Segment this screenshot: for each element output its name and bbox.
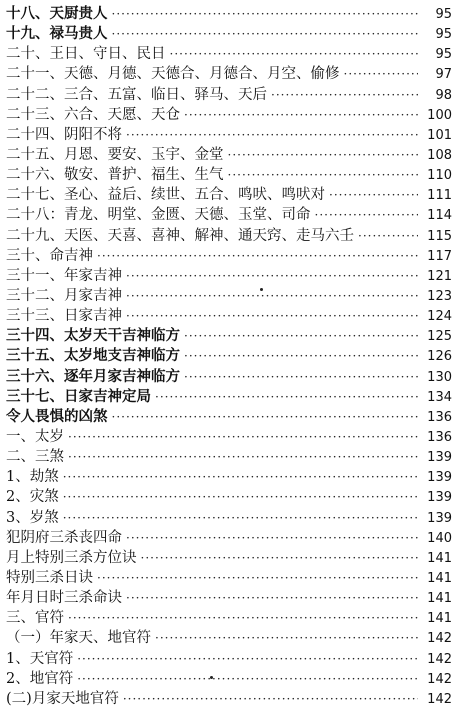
toc-entry-page: 126 [427, 349, 452, 365]
toc-entry-page: 95 [435, 27, 452, 43]
toc-entry-page: 141 [427, 550, 452, 566]
toc-entry-page: 139 [427, 510, 452, 526]
toc-entry-title: 十九、禄马贵人 [6, 25, 108, 43]
toc-entry-page: 124 [427, 309, 452, 325]
dot-leader [126, 528, 418, 548]
toc-entry-page: 95 [435, 47, 452, 63]
dot-leader [126, 306, 418, 326]
dot-leader [155, 628, 418, 648]
toc-entry[interactable] [6, 266, 452, 286]
toc-entry-title: 二十二、三合、五富、临日、驿马、天后 [6, 86, 267, 103]
toc-entry-page: 141 [427, 570, 452, 586]
toc-entry-page: 134 [427, 389, 452, 405]
toc-entry-page: 97 [435, 67, 452, 83]
toc-entry[interactable] [6, 367, 452, 387]
toc-entry-page: 101 [427, 127, 452, 143]
toc-entry-title: 二十九、天医、天喜、喜神、解神、通天窍、走马六壬 [6, 227, 354, 244]
toc-entry[interactable] [6, 508, 452, 528]
toc-entry-title: （一）年家天、地官符 [6, 630, 151, 647]
toc-entry[interactable] [6, 4, 452, 24]
toc-entry[interactable] [6, 467, 452, 487]
toc-entry-page: 115 [427, 228, 452, 244]
toc-entry-page: 140 [427, 530, 452, 546]
toc-entry-page: 114 [427, 208, 452, 224]
dot-leader [126, 266, 418, 286]
toc-entry-title: 2、灾煞 [6, 489, 59, 506]
toc-entry-page: 142 [427, 691, 452, 707]
toc-entry-title: 三十六、逐年月家吉神临方 [6, 367, 180, 385]
dot-leader [68, 608, 418, 628]
dot-leader [358, 226, 418, 246]
table-of-contents [6, 4, 452, 709]
toc-entry-page: 142 [427, 671, 452, 687]
toc-entry[interactable] [6, 407, 452, 427]
dot-leader [77, 669, 418, 689]
toc-entry[interactable] [6, 185, 452, 205]
dot-leader [170, 44, 419, 64]
toc-entry[interactable] [6, 326, 452, 346]
dot-leader [126, 286, 418, 306]
toc-entry-title: 月上特别三杀方位诀 [6, 549, 137, 566]
toc-entry[interactable] [6, 306, 452, 326]
toc-entry[interactable] [6, 487, 452, 507]
toc-entry[interactable] [6, 387, 452, 407]
dot-leader [123, 689, 418, 709]
toc-entry-title: 二十六、敬安、普护、福生、生气 [6, 167, 224, 184]
toc-entry-title: 三十一、年家吉神 [6, 267, 122, 284]
toc-entry[interactable] [6, 125, 452, 145]
toc-entry[interactable] [6, 286, 452, 306]
toc-entry[interactable] [6, 588, 452, 608]
toc-entry[interactable] [6, 649, 452, 669]
toc-entry-title: 二十、王日、守日、民日 [6, 46, 166, 63]
dot-leader [112, 24, 419, 44]
toc-entry[interactable] [6, 44, 452, 64]
toc-entry-page: 142 [427, 631, 452, 647]
toc-entry-title: 1、劫煞 [6, 469, 59, 486]
toc-entry[interactable] [6, 568, 452, 588]
dot-leader [228, 165, 419, 185]
toc-entry[interactable] [6, 165, 452, 185]
toc-entry-title: 二十五、月恩、要安、玉宇、金堂 [6, 146, 224, 163]
toc-entry-title: 二十八：青龙、明堂、金匮、天德、玉堂、司命 [6, 207, 311, 224]
toc-entry[interactable] [6, 24, 452, 44]
toc-entry-title: 三、官符 [6, 610, 64, 627]
dot-leader [344, 64, 419, 84]
toc-entry[interactable] [6, 105, 452, 125]
toc-entry-title: 年月日时三杀命诀 [6, 590, 122, 607]
toc-entry[interactable] [6, 246, 452, 266]
toc-entry[interactable] [6, 548, 452, 568]
toc-entry[interactable] [6, 427, 452, 447]
dot-leader [126, 588, 418, 608]
toc-entry-page: 111 [427, 188, 452, 204]
toc-entry-title: 十八、天厨贵人 [6, 5, 108, 22]
toc-entry[interactable] [6, 64, 452, 84]
toc-entry-title: (二)月家天地官符 [6, 690, 119, 707]
toc-entry-title: 三十七、日家吉神定局 [6, 387, 151, 405]
dot-leader [184, 346, 418, 366]
toc-entry[interactable] [6, 145, 452, 165]
toc-entry-page: 117 [427, 248, 452, 264]
toc-entry-page: 108 [427, 147, 452, 163]
toc-entry[interactable] [6, 689, 452, 709]
toc-entry-title: 犯阴府三杀丧四命 [6, 529, 122, 546]
toc-entry[interactable] [6, 447, 452, 467]
toc-entry[interactable] [6, 346, 452, 366]
dot-leader [228, 145, 419, 165]
toc-entry-page: 136 [427, 429, 452, 445]
dot-leader [63, 508, 418, 528]
dot-leader [112, 407, 419, 427]
toc-entry-title: 三十、命吉神 [6, 247, 93, 264]
toc-entry[interactable] [6, 226, 452, 246]
toc-entry[interactable] [6, 669, 452, 689]
toc-entry-title: 1、天官符 [6, 650, 74, 667]
toc-entry-page: 142 [427, 651, 452, 667]
toc-entry-page: 141 [427, 591, 452, 607]
toc-entry-title: 2、地官符 [6, 670, 74, 687]
toc-entry-title: 三十三、日家吉神 [6, 308, 122, 325]
dot-leader [184, 105, 418, 125]
dot-leader [68, 427, 418, 447]
dot-leader [271, 85, 418, 105]
dot-leader [63, 487, 418, 507]
dot-leader [184, 367, 418, 387]
dot-leader [97, 568, 418, 588]
dot-leader [97, 246, 418, 266]
toc-entry-title: 三十二、月家吉神 [6, 287, 122, 304]
toc-entry-title: 二十三、六合、天愿、天仓 [6, 106, 180, 123]
toc-entry-page: 121 [427, 268, 452, 284]
toc-entry-title: 二十一、天德、月德、天德合、月德合、月空、偷修 [6, 66, 340, 83]
toc-entry-page: 136 [427, 409, 452, 425]
dot-leader [126, 125, 418, 145]
dot-leader [68, 447, 418, 467]
toc-entry-page: 139 [427, 490, 452, 506]
toc-entry-title: 二、三煞 [6, 449, 64, 466]
toc-entry-title: 3、岁煞 [6, 509, 59, 526]
dot-leader [329, 185, 418, 205]
toc-entry-page: 141 [427, 611, 452, 627]
dot-leader [63, 467, 418, 487]
toc-entry-page: 130 [427, 369, 452, 385]
dot-leader [141, 548, 419, 568]
dot-leader [155, 387, 418, 407]
dot-leader [77, 649, 418, 669]
toc-entry-page: 139 [427, 450, 452, 466]
print-speck [210, 676, 213, 679]
toc-entry-title: 二十四、阴阳不将 [6, 126, 122, 143]
toc-entry-title: 一、太岁 [6, 428, 64, 445]
toc-entry[interactable] [6, 205, 452, 225]
toc-entry-title: 令人畏惧的凶煞 [6, 407, 108, 425]
toc-entry[interactable] [6, 608, 452, 628]
dot-leader [184, 326, 418, 346]
toc-entry-title: 二十七、圣心、益后、续世、五合、鸣吠、鸣吠对 [6, 187, 325, 204]
toc-entry-title: 三十四、太岁天干吉神临方 [6, 327, 180, 345]
dot-leader [315, 205, 419, 225]
toc-entry-page: 95 [435, 7, 452, 22]
toc-entry-page: 100 [427, 107, 452, 123]
toc-entry-title: 三十五、太岁地支吉神临方 [6, 347, 180, 365]
toc-entry-page: 123 [427, 288, 452, 304]
print-speck [260, 288, 263, 291]
toc-entry[interactable] [6, 85, 452, 105]
toc-entry-page: 98 [435, 87, 452, 103]
toc-entry-page: 125 [427, 329, 452, 345]
toc-entry[interactable] [6, 628, 452, 648]
toc-entry-page: 110 [427, 168, 452, 184]
toc-entry[interactable] [6, 528, 452, 548]
toc-entry-title: 特别三杀日诀 [6, 569, 93, 586]
toc-entry-page: 139 [427, 470, 452, 486]
dot-leader [112, 4, 419, 24]
